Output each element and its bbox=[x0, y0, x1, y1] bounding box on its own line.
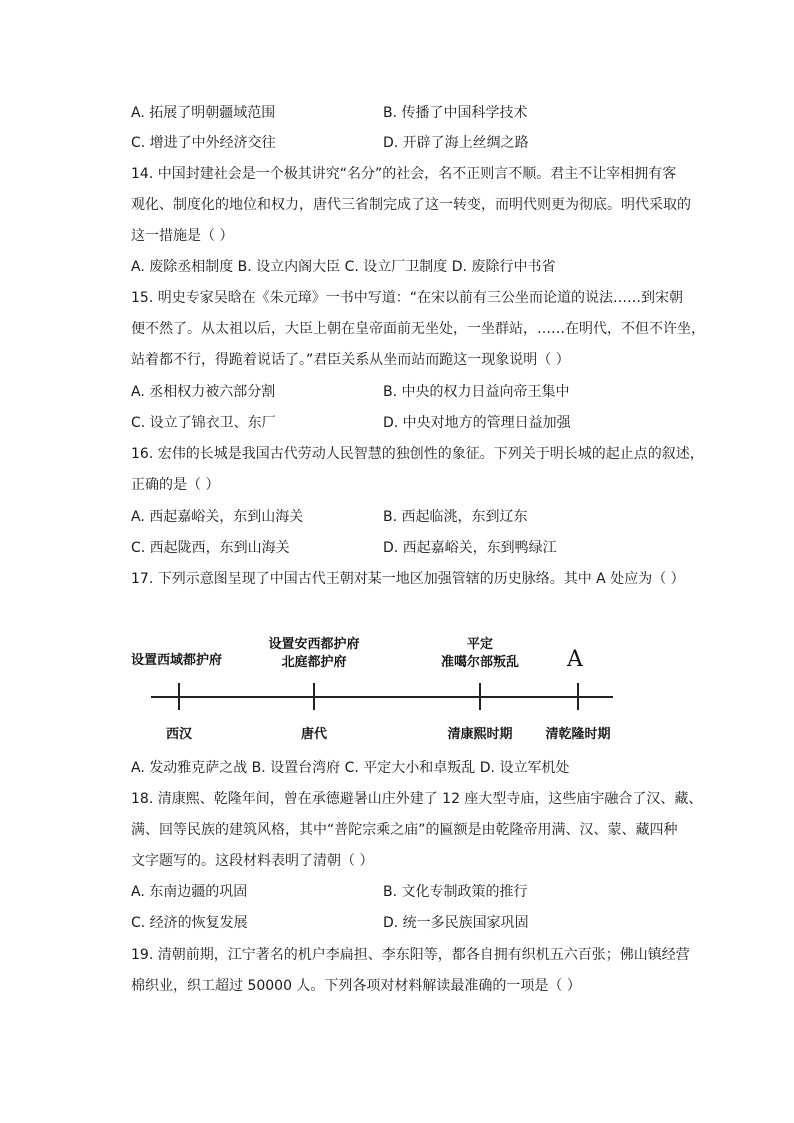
timeline-tick-western-han bbox=[178, 683, 180, 710]
timeline-tick-kangxi bbox=[479, 683, 481, 710]
q14-stem-line-2: 观化、制度化的地位和权力，唐代三省制完成了这一转变，而明代则更为彻底。明代采取的 bbox=[131, 197, 691, 213]
q15-option-a: A. 丞相权力被六部分割 bbox=[131, 384, 276, 400]
q15-stem-line-2: 便不然了。从太祖以后，大臣上朝在皇帝面前无坐处，一坐群站，……在明代，不但不许坐， bbox=[131, 321, 705, 337]
q18-option-c: C. 经济的恢复发展 bbox=[131, 915, 248, 931]
q19-stem-line-1: 19. 清朝前期，江宁著名的机户李扁担、李东阳等，都各自拥有织机五六百张；佛山镇经营 bbox=[131, 947, 690, 963]
q18-stem-line-2: 满、回等民族的建筑风格，其中“普陀宗乘之庙”的匾额是由乾隆帝用满、汉、蒙、藏四种 bbox=[131, 822, 678, 838]
q18-option-a: A. 东南边疆的巩固 bbox=[131, 884, 248, 900]
q15-stem-line-3: 站着都不行，得跪着说话了。”君臣关系从坐而站而跪这一现象说明（ ） bbox=[131, 352, 570, 368]
q16-option-b: B. 西起临洮，东到辽东 bbox=[383, 509, 528, 525]
q15-option-b: B. 中央的权力日益向帝王集中 bbox=[383, 384, 570, 400]
q14-stem-line-3: 这一措施是（ ） bbox=[131, 228, 234, 244]
timeline-label-qianlong: 清乾隆时期 bbox=[545, 727, 611, 742]
q18-option-d: D. 统一多民族国家巩固 bbox=[383, 915, 529, 931]
q15-option-c: C. 设立了锦衣卫、东厂 bbox=[131, 415, 276, 431]
q16-option-c: C. 西起陇西，东到山海关 bbox=[131, 540, 290, 556]
q15-option-d: D. 中央对地方的管理日益加强 bbox=[383, 415, 571, 431]
timeline-tick-qianlong bbox=[577, 683, 579, 710]
q16-option-d: D. 西起嘉峪关，东到鸭绿江 bbox=[383, 540, 557, 556]
q18-option-b: B. 文化专制政策的推行 bbox=[383, 884, 528, 900]
timeline-tick-tang bbox=[313, 683, 315, 710]
q18-stem-line-3: 文字题写的。这段材料表明了清朝（ ） bbox=[131, 853, 374, 869]
q13-option-a: A. 拓展了明朝疆域范围 bbox=[131, 105, 276, 121]
q16-stem-line-1: 16. 宏伟的长城是我国古代劳动人民智慧的独创性的象征。下列关于明长城的起止点的叙述， bbox=[131, 446, 704, 462]
q17-stem-line-1: 17. 下列示意图呈现了中国古代王朝对某一地区加强管辖的历史脉络。其中 A 处应为（ ） bbox=[131, 571, 685, 587]
timeline-label-kangxi: 清康熙时期 bbox=[447, 727, 513, 742]
q15-stem-line-1: 15. 明史专家吴晗在《朱元璋》一书中写道：“在宋以前有三公坐而论道的说法……到宋朝 bbox=[131, 290, 683, 306]
q16-option-a: A. 西起嘉峪关，东到山海关 bbox=[131, 509, 304, 525]
timeline-label-western-han: 西汉 bbox=[165, 727, 192, 742]
timeline-label-dzungar-b: 准噶尔部叛乱 bbox=[440, 655, 519, 670]
timeline-label-tang: 唐代 bbox=[300, 727, 327, 742]
q16-stem-line-2: 正确的是（ ） bbox=[131, 477, 220, 493]
timeline-label-dzungar-a: 平定 bbox=[466, 637, 493, 652]
timeline-axis bbox=[151, 696, 613, 698]
timeline-label-anxi-a: 设置安西都护府 bbox=[268, 637, 360, 652]
timeline-label-western-regions: 设置西域都护府 bbox=[131, 653, 223, 668]
q14-options: A. 废除丞相制度 B. 设立内阁大臣 C. 设立厂卫制度 D. 废除行中书省 bbox=[131, 259, 556, 275]
q18-stem-line-1: 18. 清康熙、乾隆年间，曾在承德避暑山庄外建了 12 座大型寺庙，这些庙宇融合了汉、藏、 bbox=[131, 791, 703, 807]
q14-stem-line-1: 14. 中国封建社会是一个极其讲究“名分”的社会，名不正则言不顺。君主不让宰相拥有客 bbox=[131, 166, 677, 182]
q13-option-c: C. 增进了中外经济交往 bbox=[131, 135, 276, 151]
timeline-label-anxi-b: 北庭都护府 bbox=[281, 655, 347, 670]
timeline-label-a: A bbox=[567, 647, 583, 672]
q13-option-b: B. 传播了中国科学技术 bbox=[383, 105, 528, 121]
q17-options: A. 发动雅克萨之战 B. 设置台湾府 C. 平定大小和卓叛乱 D. 设立军机处 bbox=[131, 760, 570, 776]
q19-stem-line-2: 棉织业，织工超过 50000 人。下列各项对材料解读最准确的一项是（ ） bbox=[131, 978, 581, 994]
q13-option-d: D. 开辟了海上丝绸之路 bbox=[383, 135, 529, 151]
